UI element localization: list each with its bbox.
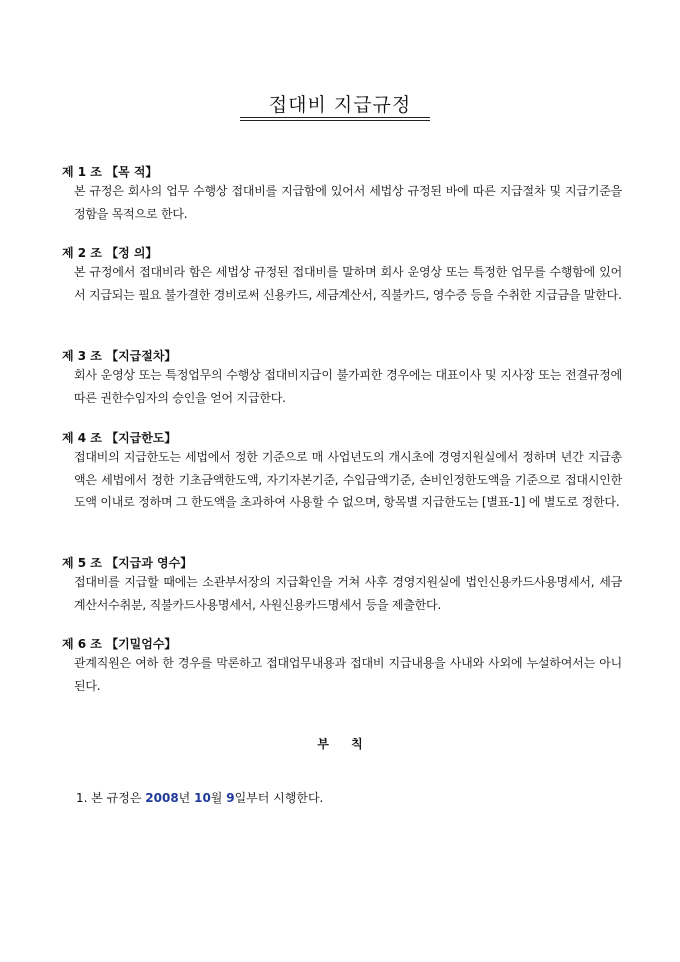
article-heading: 제 6 조 【기밀엄수】: [62, 637, 177, 651]
article-body: 본 규정에서 접대비라 함은 세법상 규정된 접대비를 말하며 회사 운영상 또는 특정한 업무를 수행함에 있어서 지급되는 필요 불가결한 경비로써 신용카드, 세금계산서, 직불카드, 영수증 등을 수취한 지급금을 말한다.: [74, 265, 622, 302]
note-day: 9: [226, 791, 235, 805]
article-heading: 제 2 조 【정 의】: [62, 246, 158, 260]
article-4: [62, 430, 622, 514]
appendix-title: 부 칙: [317, 737, 363, 751]
article-heading: 제 5 조 【지급과 영수】: [62, 556, 193, 570]
article-2: [62, 245, 622, 306]
note-suffix: 일부터 시행한다.: [234, 791, 324, 805]
note-year-unit: 년: [178, 791, 195, 805]
article-body: 관계직원은 여하 한 경우를 막론하고 접대업무내용과 접대비 지급내용을 사내와 사외에 누설하여서는 아니 된다.: [74, 656, 622, 693]
article-body: 접대비를 지급할 때에는 소관부서장의 지급확인을 거쳐 사후 경영지원실에 법인신용카드사용명세서, 세금계산서수취분, 직불카드사용명세서, 사원신용카드명세서 등을 제출한다.: [74, 575, 622, 612]
article-heading: 제 1 조 【목 적】: [62, 165, 158, 179]
note-year: 2008: [145, 791, 179, 805]
effective-date-note: [76, 789, 323, 806]
article-heading: 제 3 조 【지급절차】: [62, 349, 177, 363]
title-underline-second: [240, 120, 430, 121]
article-6: [62, 636, 622, 697]
article-5: [62, 555, 622, 616]
article-body: 접대비의 지급한도는 세법에서 정한 기준으로 매 사업년도의 개시초에 경영지원실에서 정하며 년간 지급총액은 세법에서 정한 기초금액한도액, 자기자본기준, 수입금액기준, 손비인정한도액을 기준으로 접대시인한도액 이내로 정하며 그 한도액을 초과하여 사용할 수 없으며, 항목별 지급한도는 [별표-1] 에 별도로 정한다.: [74, 450, 622, 509]
note-prefix: 1. 본 규정은: [76, 791, 146, 805]
article-body: 회사 운영상 또는 특정업무의 수행상 접대비지급이 불가피한 경우에는 대표이사 및 지사장 또는 전결규정에 따른 권한수임자의 승인을 얻어 지급한다.: [74, 368, 622, 405]
article-body: 본 규정은 회사의 업무 수행상 접대비를 지급함에 있어서 세법상 규정된 바에 따른 지급절차 및 지급기준을 정함을 목적으로 한다.: [74, 184, 622, 221]
article-1: [62, 164, 622, 225]
note-month-unit: 월: [210, 791, 227, 805]
note-month: 10: [194, 791, 211, 805]
title-underline: [240, 117, 430, 118]
article-heading: 제 4 조 【지급한도】: [62, 431, 177, 445]
article-3: [62, 348, 622, 409]
document-title-wrap: [0, 90, 680, 120]
document-title: 접대비 지급규정: [268, 94, 412, 116]
